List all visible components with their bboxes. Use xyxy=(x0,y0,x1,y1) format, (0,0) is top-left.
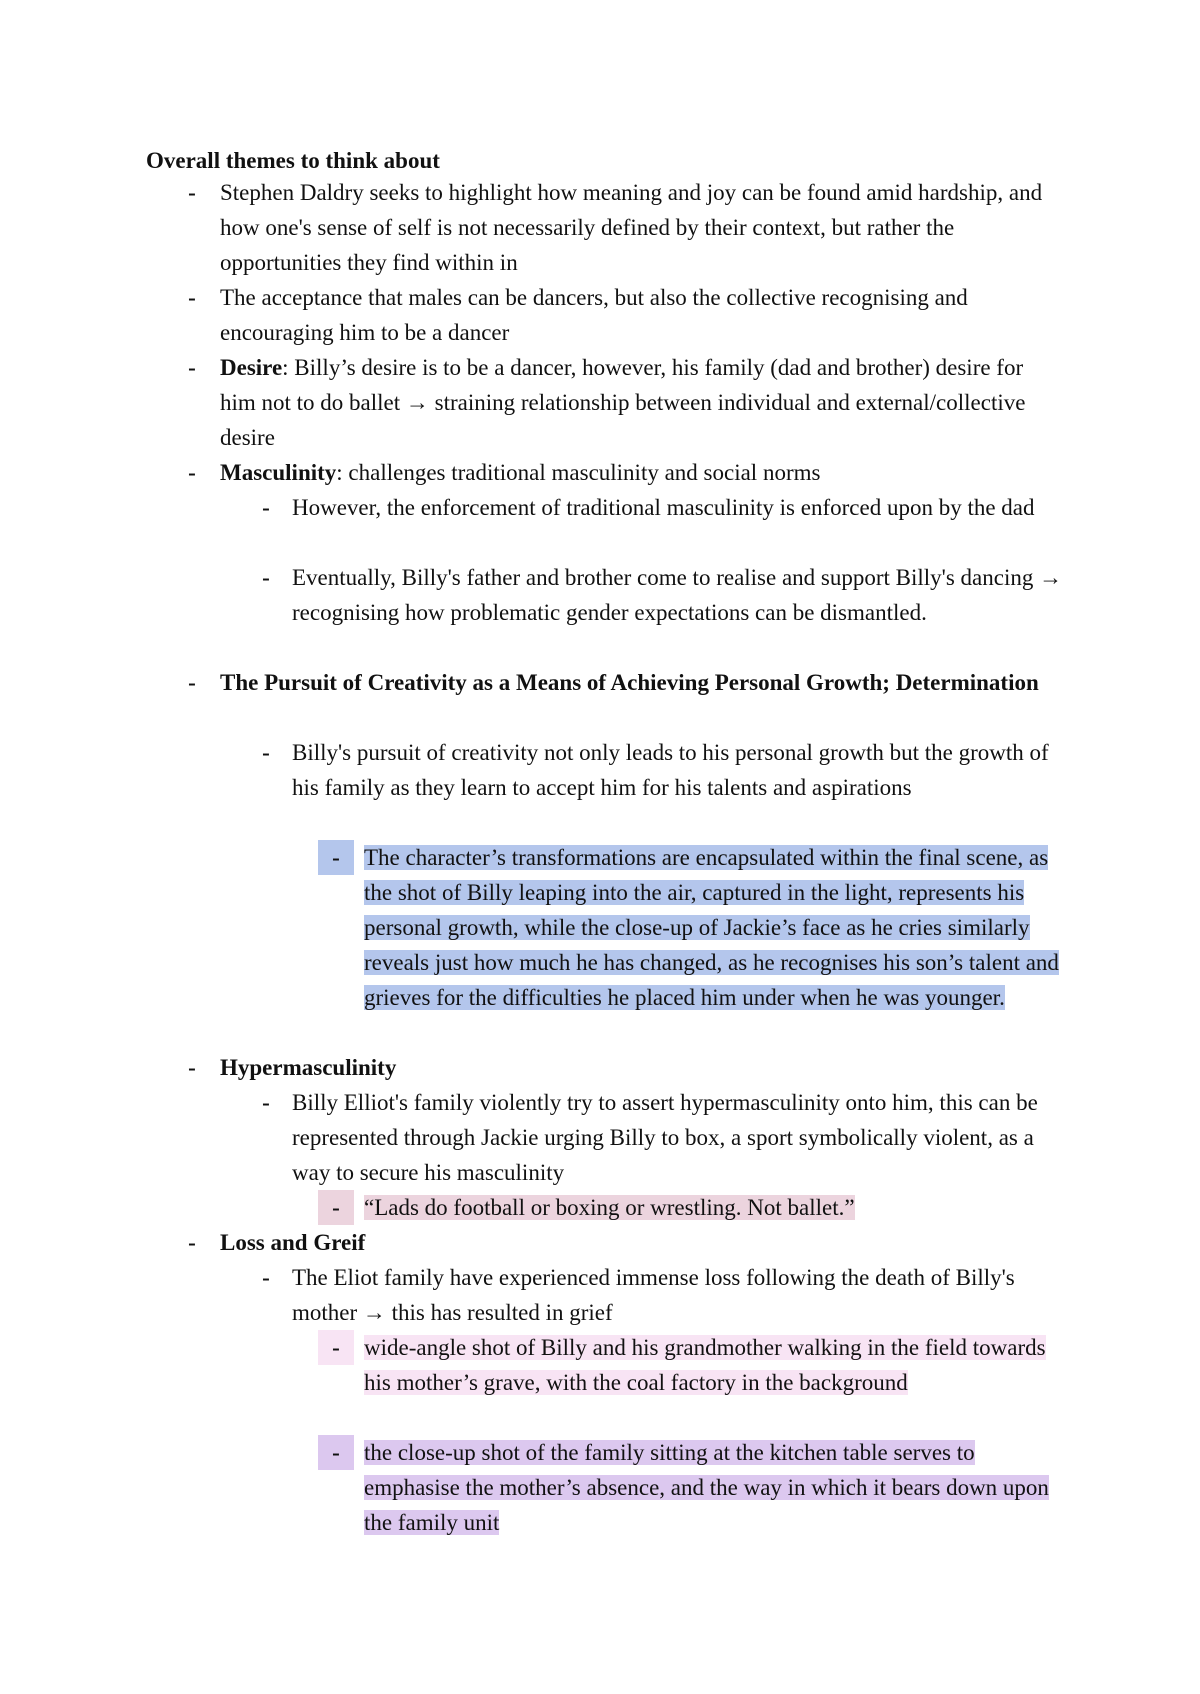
theme-label: Masculinity xyxy=(220,460,337,485)
sub-list-item xyxy=(262,1085,1064,1190)
sub-sub-list-item-highlighted xyxy=(332,840,1064,1015)
list-item xyxy=(188,280,1060,350)
sub-list-item xyxy=(262,560,1064,630)
bullet-dash: - xyxy=(188,180,196,205)
list-item-text: However, the enforcement of traditional masculinity is enforced upon by the dad xyxy=(292,495,1035,520)
list-item-text: Billy's pursuit of creativity not only leads to his personal growth but the growth of his family as they learn to accept him for his talents and aspirations xyxy=(292,740,1049,800)
bullet-dash: - xyxy=(188,1230,196,1255)
theme-label: Hypermasculinity xyxy=(220,1055,397,1080)
bullet-dash: - xyxy=(262,1265,270,1290)
bullet-dash: - xyxy=(188,460,196,485)
bullet-dash: - xyxy=(262,740,270,765)
bullet-dash: - xyxy=(262,1090,270,1115)
sub-sub-list-item-highlighted xyxy=(332,1435,1064,1540)
highlighted-text: the close-up shot of the family sitting at the kitchen table serves to emphasise the mother’s absence, and the way in which it bears down upon the family unit xyxy=(364,1440,1049,1535)
list-item-text: Billy Elliot's family violently try to assert hypermasculinity onto him, this can be represented through Jackie urging Billy to box, a sport symbolically violent, as a way to secure his masculinity xyxy=(292,1090,1038,1185)
list-item-desire xyxy=(188,350,1060,455)
highlighted-text: wide-angle shot of Billy and his grandmother walking in the field towards his mother’s grave, with the coal factory in the background xyxy=(364,1335,1046,1395)
bullet-dash: - xyxy=(188,355,196,380)
bullet-dash: - xyxy=(188,670,196,695)
bullet-dash: - xyxy=(262,565,270,590)
bullet-dash: - xyxy=(318,840,354,875)
list-item-text: : Billy’s desire is to be a dancer, however, his family (dad and brother) desire for him not to do ballet → straining relationship between individual and external/collective desire xyxy=(220,355,1026,450)
quote-item-highlighted xyxy=(332,1190,1064,1225)
bullet-dash: - xyxy=(318,1435,354,1470)
list-item-text: Stephen Daldry seeks to highlight how meaning and joy can be found amid hardship, and how one's sense of self is not necessarily defined by their context, but rather the opportunities they find within in xyxy=(220,180,1043,275)
list-item-text: The Eliot family have experienced immense loss following the death of Billy's mother → this has resulted in grief xyxy=(292,1265,1015,1325)
list-item-loss-and-grief xyxy=(188,1225,1060,1260)
list-item-creativity xyxy=(188,665,1060,700)
list-item-text: The acceptance that males can be dancers, but also the collective recognising and encouraging him to be a dancer xyxy=(220,285,968,345)
sub-sub-list-item-highlighted xyxy=(332,1330,1064,1400)
theme-label: Desire xyxy=(220,355,283,380)
bullet-dash: - xyxy=(318,1330,354,1365)
bullet-dash: - xyxy=(318,1190,354,1225)
bullet-dash: - xyxy=(262,495,270,520)
highlighted-text: The character’s transformations are encapsulated within the final scene, as the shot of Billy leaping into the air, captured in the light, represents his personal growth, while the close-up of Jackie’s face as he cries similarly reveals just how much he has changed, as he recognises his son’s talent and grieves for the difficulties he placed him under when he was younger. xyxy=(364,845,1059,1010)
list-item-hypermasculinity xyxy=(188,1050,1060,1085)
page-title: Overall themes to think about xyxy=(146,148,440,173)
sub-list-item xyxy=(262,735,1064,805)
list-item-masculinity xyxy=(188,455,1060,490)
sub-list-item xyxy=(262,1260,1064,1330)
list-item xyxy=(188,175,1060,280)
sub-list-item xyxy=(262,490,1064,525)
list-item-text: Eventually, Billy's father and brother come to realise and support Billy's dancing → recognising how problematic gender expectations can be dismantled. xyxy=(292,565,1063,625)
bullet-dash: - xyxy=(188,285,196,310)
highlighted-quote: “Lads do football or boxing or wrestling. Not ballet.” xyxy=(364,1195,855,1220)
bullet-dash: - xyxy=(188,1055,196,1080)
theme-label: The Pursuit of Creativity as a Means of Achieving Personal Growth; Determination xyxy=(220,670,1039,695)
theme-label: Loss and Greif xyxy=(220,1230,366,1255)
list-item-text: : challenges traditional masculinity and social norms xyxy=(336,460,821,485)
